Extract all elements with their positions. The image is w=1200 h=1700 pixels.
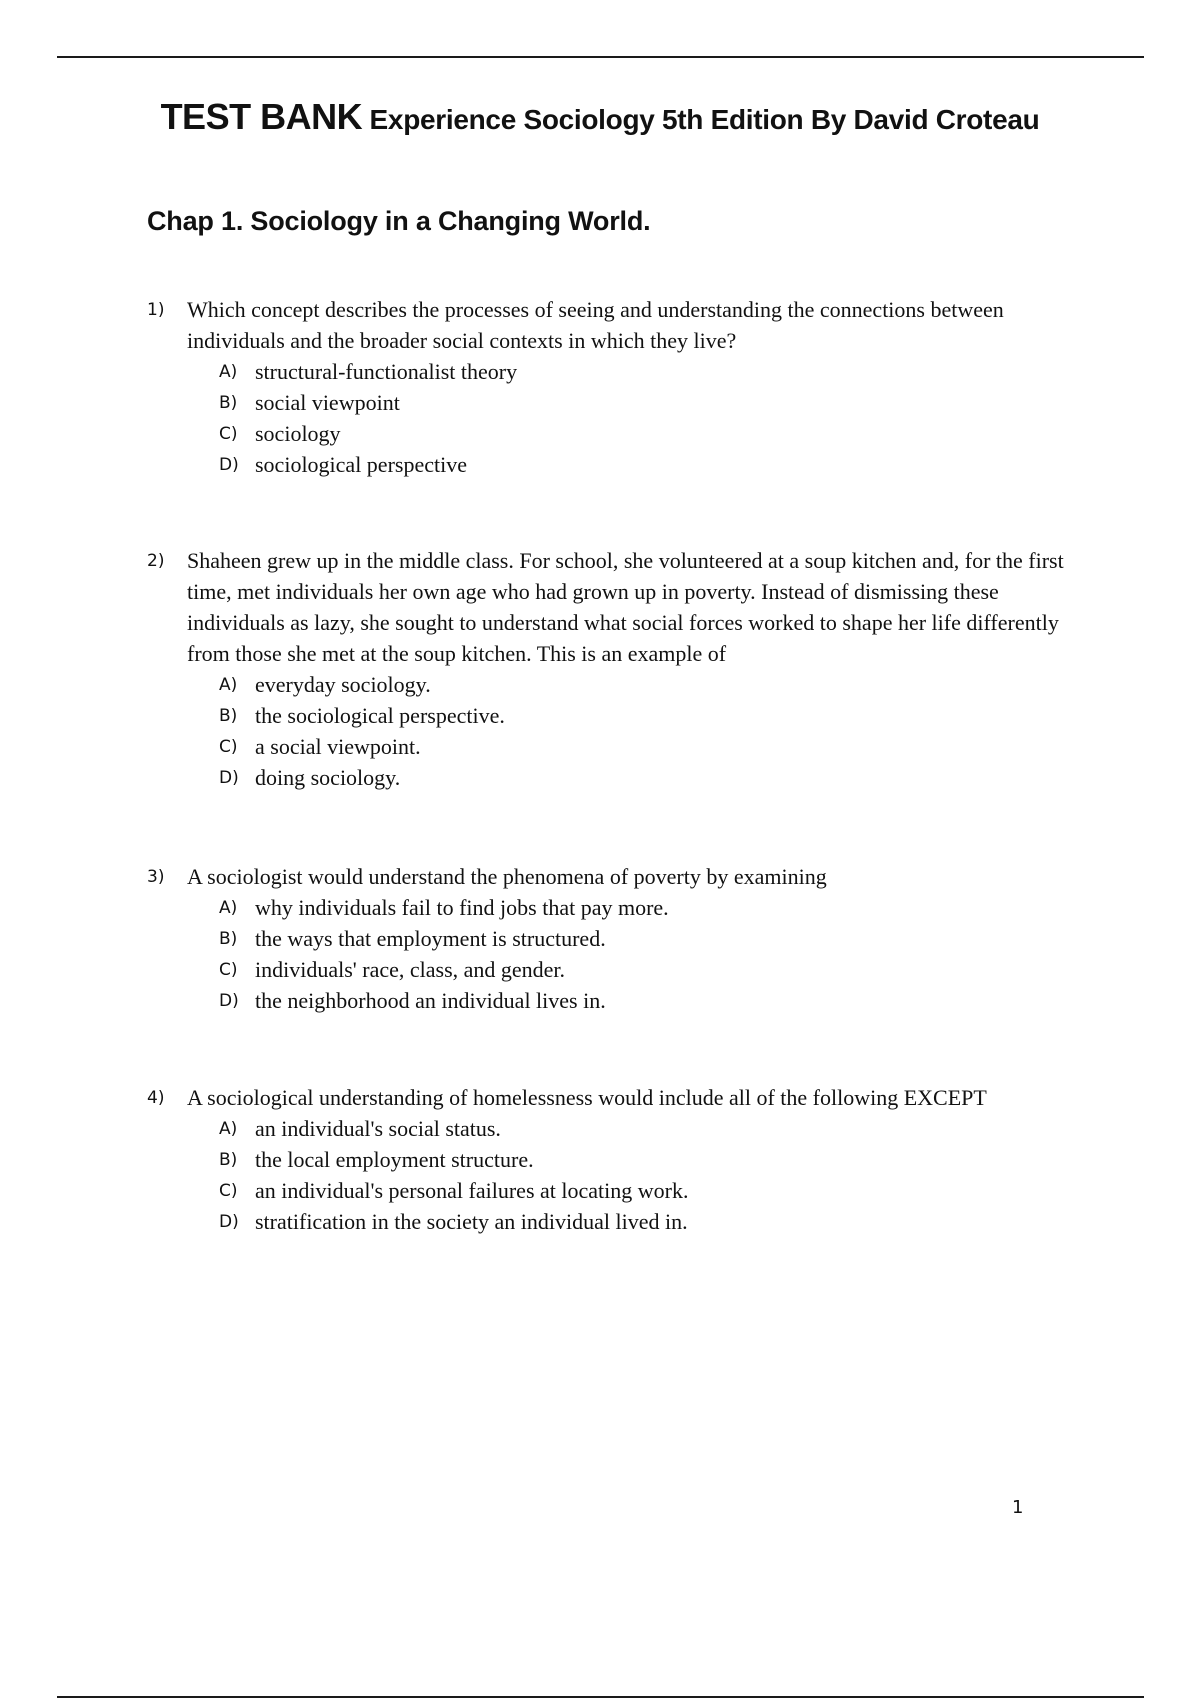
question-number: 2) bbox=[147, 551, 165, 571]
bottom-rule bbox=[57, 1696, 1144, 1698]
answer-option bbox=[219, 762, 1067, 793]
answer-option bbox=[219, 1113, 1067, 1144]
answer-option bbox=[219, 1175, 1067, 1206]
question-1 bbox=[147, 294, 1067, 480]
answer-option bbox=[219, 418, 1067, 449]
option-text: the sociological perspective. bbox=[255, 703, 505, 728]
title-rest: Experience Sociology 5th Edition By David Croteau bbox=[362, 104, 1040, 135]
answer-option bbox=[219, 387, 1067, 418]
option-text: stratification in the society an individual lived in. bbox=[255, 1209, 688, 1234]
question-number: 1) bbox=[147, 300, 165, 320]
answer-option bbox=[219, 449, 1067, 480]
question-stem bbox=[147, 294, 1067, 356]
option-letter: A) bbox=[219, 675, 238, 695]
option-letter: D) bbox=[219, 768, 239, 788]
option-letter: A) bbox=[219, 1119, 238, 1139]
option-text: everyday sociology. bbox=[255, 672, 431, 697]
top-rule bbox=[57, 56, 1144, 58]
answer-option bbox=[219, 731, 1067, 762]
question-text: A sociologist would understand the phenomena of poverty by examining bbox=[187, 864, 827, 889]
option-text: the neighborhood an individual lives in. bbox=[255, 988, 606, 1013]
option-letter: B) bbox=[219, 706, 238, 726]
option-letter: A) bbox=[219, 898, 238, 918]
chapter-heading: Chap 1. Sociology in a Changing World. bbox=[147, 206, 651, 236]
question-number: 4) bbox=[147, 1088, 165, 1108]
answer-option bbox=[219, 923, 1067, 954]
option-letter: B) bbox=[219, 1150, 238, 1170]
option-letter: A) bbox=[219, 362, 238, 382]
option-text: social viewpoint bbox=[255, 390, 400, 415]
answer-option bbox=[219, 700, 1067, 731]
question-stem bbox=[147, 545, 1067, 669]
answer-option bbox=[219, 356, 1067, 387]
option-letter: C) bbox=[219, 424, 238, 444]
option-letter: D) bbox=[219, 1212, 239, 1232]
question-stem bbox=[147, 1082, 1067, 1113]
question-text: Shaheen grew up in the middle class. For school, she volunteered at a soup kitchen and, for the first time, met individuals her own age who had grown up in poverty. Instead of dismissing these individuals as lazy, she sought to understand what social forces worked to shape her life differently from those she met at the soup kitchen. This is an example of bbox=[187, 548, 1064, 666]
answer-option bbox=[219, 985, 1067, 1016]
option-text: an individual's social status. bbox=[255, 1116, 501, 1141]
option-text: the local employment structure. bbox=[255, 1147, 534, 1172]
answer-option bbox=[219, 669, 1067, 700]
option-text: an individual's personal failures at locating work. bbox=[255, 1178, 689, 1203]
question-2 bbox=[147, 545, 1067, 793]
option-letter: C) bbox=[219, 737, 238, 757]
option-letter: B) bbox=[219, 929, 238, 949]
answer-option bbox=[219, 1144, 1067, 1175]
option-text: individuals' race, class, and gender. bbox=[255, 957, 566, 982]
option-letter: C) bbox=[219, 960, 238, 980]
question-text: Which concept describes the processes of seeing and understanding the connections between individuals and the broader social contexts in which they live? bbox=[187, 297, 1004, 353]
answer-options bbox=[147, 669, 1067, 793]
option-text: structural-functionalist theory bbox=[255, 359, 518, 384]
question-3 bbox=[147, 861, 1067, 1016]
answer-options bbox=[147, 356, 1067, 480]
answer-option bbox=[219, 954, 1067, 985]
option-text: the ways that employment is structured. bbox=[255, 926, 606, 951]
option-text: a social viewpoint. bbox=[255, 734, 421, 759]
answer-option bbox=[219, 892, 1067, 923]
question-number: 3) bbox=[147, 867, 165, 887]
option-text: doing sociology. bbox=[255, 765, 401, 790]
page-number: 1 bbox=[1012, 1497, 1024, 1518]
option-text: sociological perspective bbox=[255, 452, 467, 477]
question-4 bbox=[147, 1082, 1067, 1237]
option-letter: D) bbox=[219, 455, 239, 475]
document-title bbox=[0, 96, 1200, 138]
question-text: A sociological understanding of homelessness would include all of the following EXCEPT bbox=[187, 1085, 987, 1110]
option-letter: D) bbox=[219, 991, 239, 1011]
option-letter: C) bbox=[219, 1181, 238, 1201]
answer-option bbox=[219, 1206, 1067, 1237]
answer-options bbox=[147, 1113, 1067, 1237]
answer-options bbox=[147, 892, 1067, 1016]
option-letter: B) bbox=[219, 393, 238, 413]
question-stem bbox=[147, 861, 1067, 892]
title-lead: TEST BANK bbox=[160, 96, 363, 137]
option-text: why individuals fail to find jobs that pay more. bbox=[255, 895, 669, 920]
option-text: sociology bbox=[255, 421, 341, 446]
